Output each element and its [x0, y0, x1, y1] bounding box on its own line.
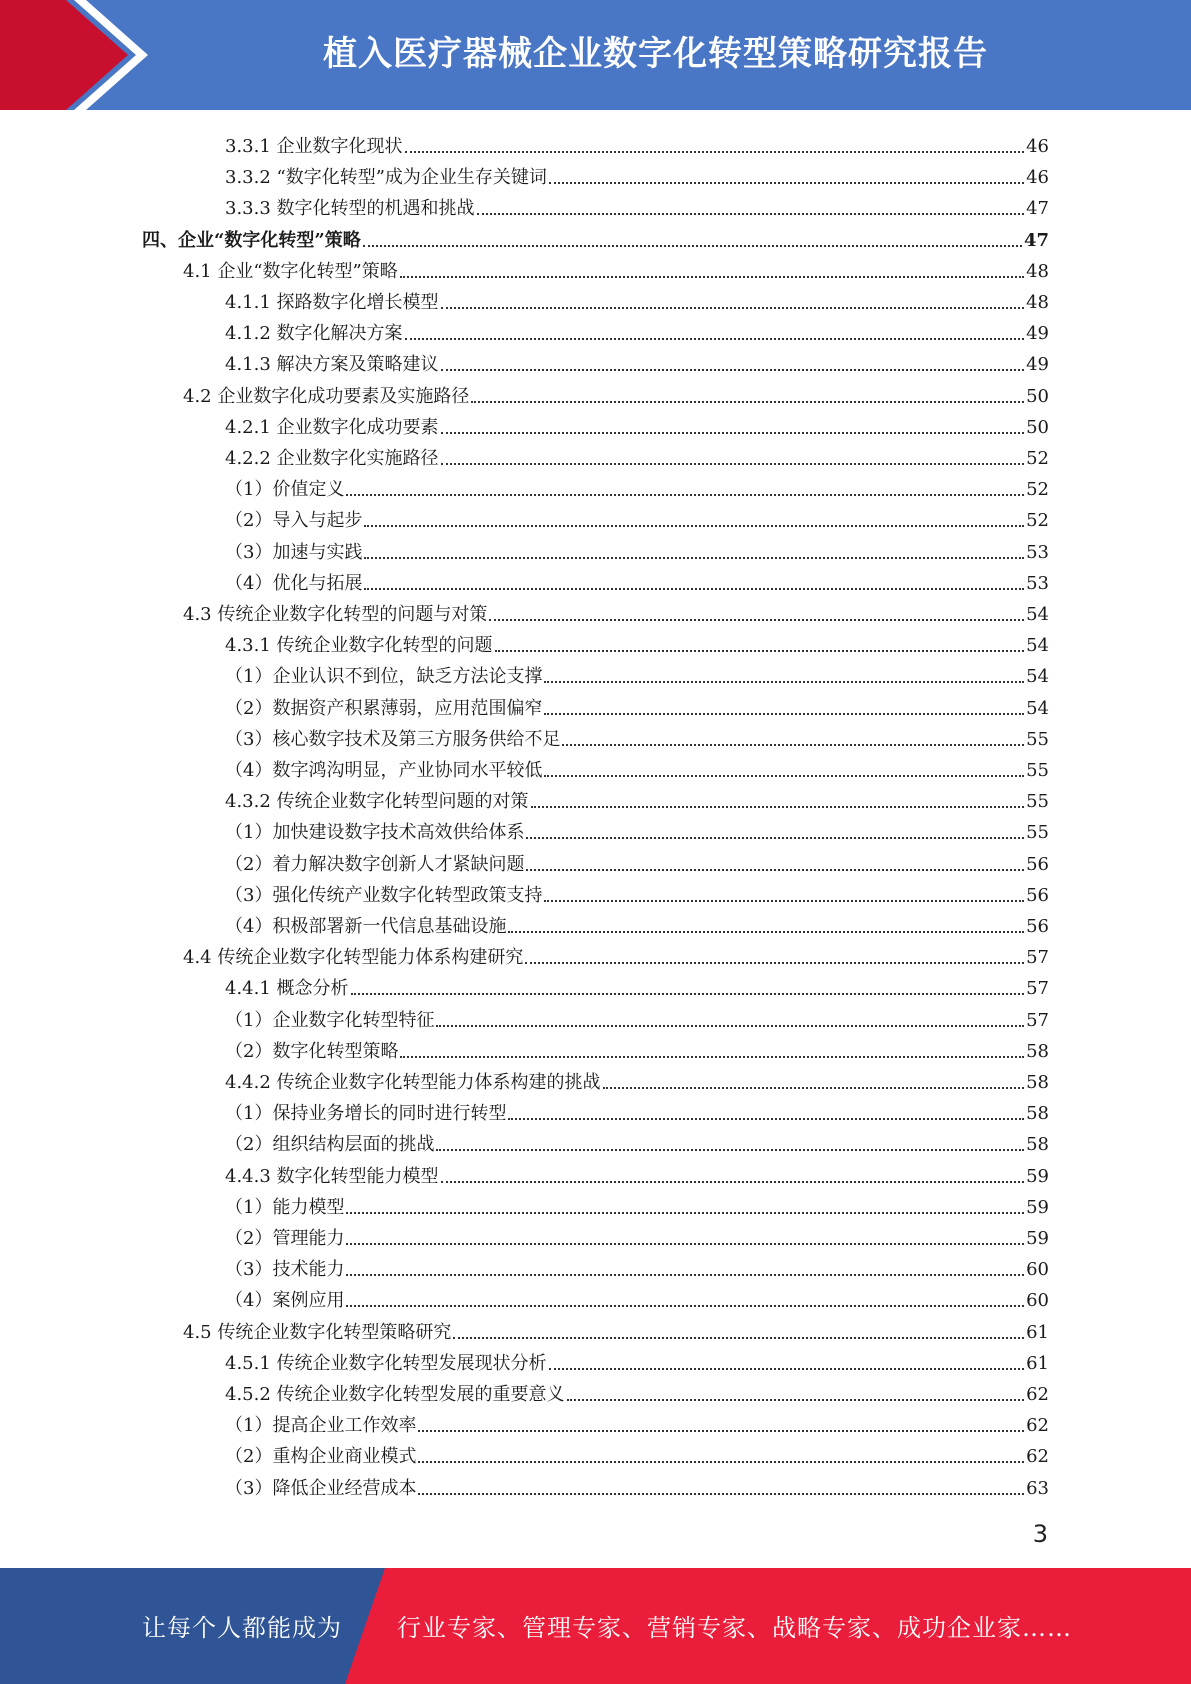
toc-entry-label: （2）管理能力	[225, 1228, 345, 1249]
toc-dot-leader	[544, 681, 1024, 683]
toc-entry-page: 54	[1026, 666, 1049, 688]
toc-entry-label: 4.4 传统企业数字化转型能力体系构建研究	[183, 947, 524, 969]
toc-entry-label: （2）导入与起步	[225, 510, 363, 532]
toc-entry-page: 56	[1026, 884, 1049, 906]
toc-entry-label: 4.1.2 数字化解决方案	[225, 323, 403, 345]
toc-entry[interactable]	[225, 1375, 1049, 1406]
toc-entry[interactable]	[225, 689, 1049, 720]
toc-entry[interactable]	[225, 189, 1049, 220]
toc-dot-leader	[418, 1461, 1024, 1463]
toc-entry-label: 4.2 企业数字化成功要素及实施路径	[183, 385, 470, 407]
toc-entry[interactable]	[183, 1313, 1049, 1344]
toc-entry[interactable]	[225, 345, 1049, 376]
toc-entry-page: 55	[1026, 822, 1049, 844]
toc-entry[interactable]	[225, 439, 1049, 470]
toc-dot-leader	[508, 931, 1024, 933]
toc-entry[interactable]	[225, 158, 1049, 189]
footer-slogan-left: 让每个人都能成为	[142, 1614, 342, 1642]
toc-dot-leader	[567, 1399, 1025, 1401]
footer-slogan-right: 行业专家、管理专家、营销专家、战略专家、成功企业家……	[397, 1614, 1072, 1642]
toc-entry[interactable]	[225, 782, 1049, 813]
toc-entry-page: 50	[1026, 416, 1049, 438]
toc-dot-leader	[531, 806, 1025, 808]
toc-dot-leader	[400, 276, 1024, 278]
toc-entry[interactable]	[225, 845, 1049, 876]
toc-dot-leader	[471, 401, 1024, 403]
toc-entry-label: 4.3.2 传统企业数字化转型问题的对策	[225, 791, 529, 813]
toc-entry-page: 53	[1026, 572, 1049, 594]
toc-entry-page: 55	[1026, 728, 1049, 750]
toc-dot-leader	[364, 525, 1024, 527]
toc-entry-label: 4.2.2 企业数字化实施路径	[225, 448, 439, 469]
toc-entry-label: 四、企业“数字化转型”策略	[142, 229, 361, 251]
toc-entry-label: （2）数字化转型策略	[225, 1040, 399, 1062]
toc-entry[interactable]	[225, 314, 1049, 345]
toc-entry[interactable]	[225, 1094, 1049, 1125]
toc-dot-leader	[477, 213, 1025, 215]
toc-entry[interactable]	[225, 1001, 1049, 1032]
toc-entry[interactable]	[225, 1469, 1049, 1500]
toc-entry-label: 4.3.1 传统企业数字化转型的问题	[225, 635, 493, 657]
toc-dot-leader	[544, 775, 1024, 777]
toc-entry-page: 49	[1026, 354, 1049, 376]
toc-entry-page: 60	[1026, 1259, 1049, 1281]
toc-entry[interactable]	[225, 1281, 1049, 1312]
page-number: 3	[1032, 1520, 1048, 1548]
chevron-decoration-icon	[0, 0, 150, 110]
toc-dot-leader	[346, 494, 1024, 496]
toc-dot-leader	[346, 1243, 1024, 1245]
toc-entry-page: 52	[1026, 510, 1049, 532]
toc-entry[interactable]	[225, 564, 1049, 595]
toc-entry-page: 59	[1026, 1228, 1049, 1249]
toc-entry[interactable]	[225, 813, 1049, 844]
toc-entry[interactable]	[225, 626, 1049, 657]
toc-entry[interactable]	[183, 938, 1049, 969]
toc-dot-leader	[441, 432, 1025, 434]
toc-entry-label: （1）提高企业工作效率	[225, 1415, 417, 1437]
toc-dot-leader	[405, 151, 1025, 153]
toc-entry[interactable]	[225, 408, 1049, 439]
toc-dot-leader	[549, 1368, 1025, 1370]
toc-entry-label: （1）企业数字化转型特征	[225, 1009, 435, 1031]
toc-entry-label: （3）强化传统产业数字化转型政策支持	[225, 884, 543, 906]
toc-entry[interactable]	[225, 1063, 1049, 1094]
toc-entry-page: 55	[1026, 760, 1049, 781]
toc-entry-label: （1）企业认识不到位，缺乏方法论支撑	[225, 666, 543, 688]
toc-entry[interactable]	[225, 1406, 1049, 1437]
toc-dot-leader	[526, 837, 1024, 839]
toc-entry-page: 50	[1026, 385, 1049, 407]
toc-entry-label: （2）组织结构层面的挑战	[225, 1134, 435, 1156]
toc-entry-label: 4.4.1 概念分析	[225, 978, 349, 1000]
toc-entry-label: （2）重构企业商业模式	[225, 1446, 417, 1468]
toc-entry-label: 3.3.1 企业数字化现状	[225, 136, 403, 157]
document-title: 植入医疗器械企业数字化转型策略研究报告	[323, 34, 988, 74]
toc-dot-leader	[544, 713, 1024, 715]
toc-entry[interactable]	[225, 283, 1049, 314]
toc-entry-page: 46	[1026, 167, 1049, 189]
toc-entry[interactable]	[225, 720, 1049, 751]
toc-entry[interactable]	[225, 533, 1049, 564]
toc-entry-page: 57	[1026, 1009, 1049, 1031]
toc-entry[interactable]	[225, 470, 1049, 501]
toc-dot-leader	[441, 307, 1025, 309]
toc-entry[interactable]	[225, 1188, 1049, 1219]
toc-entry-page: 63	[1026, 1477, 1049, 1499]
toc-entry[interactable]	[225, 1437, 1049, 1468]
toc-entry[interactable]	[225, 1219, 1049, 1250]
toc-entry-label: 4.3 传统企业数字化转型的问题与对策	[183, 604, 488, 625]
toc-dot-leader	[441, 463, 1025, 465]
toc-entry-label: 4.1.1 探路数字化增长模型	[225, 292, 439, 313]
toc-dot-leader	[346, 1274, 1024, 1276]
toc-dot-leader	[441, 369, 1025, 371]
toc-entry-label: （4）积极部署新一代信息基础设施	[225, 916, 507, 937]
toc-entry-page: 54	[1026, 635, 1049, 657]
toc-entry[interactable]	[225, 501, 1049, 532]
toc-entry-label: （4）优化与拓展	[225, 572, 363, 594]
toc-dot-leader	[405, 338, 1025, 340]
toc-entry-label: （3）核心数字技术及第三方服务供给不足	[225, 728, 561, 750]
toc-entry-page: 60	[1026, 1290, 1049, 1312]
toc-entry-page: 58	[1026, 1040, 1049, 1062]
toc-dot-leader	[453, 1337, 1024, 1339]
toc-dot-leader	[351, 993, 1025, 995]
toc-entry-label: 4.1 企业“数字化转型”策略	[183, 260, 398, 282]
toc-entry[interactable]	[225, 657, 1049, 688]
toc-entry-label: 4.5.2 传统企业数字化转型发展的重要意义	[225, 1384, 565, 1405]
toc-entry-page: 56	[1026, 853, 1049, 875]
toc-entry-page: 53	[1026, 541, 1049, 563]
toc-entry-page: 54	[1026, 604, 1049, 625]
toc-dot-leader	[346, 1305, 1024, 1307]
toc-entry[interactable]	[225, 1344, 1049, 1375]
toc-entry-label: （2）着力解决数字创新人才紧缺问题	[225, 853, 525, 875]
toc-entry-page: 62	[1026, 1415, 1049, 1437]
toc-dot-leader	[363, 245, 1022, 247]
toc-dot-leader	[400, 1056, 1024, 1058]
toc-entry-label: （1）价值定义	[225, 479, 345, 501]
toc-entry-page: 57	[1026, 978, 1049, 1000]
toc-entry-page: 52	[1026, 448, 1049, 469]
toc-dot-leader	[418, 1430, 1024, 1432]
toc-dot-leader	[364, 588, 1024, 590]
toc-entry-label: （1）加快建设数字技术高效供给体系	[225, 822, 525, 844]
toc-entry-page: 47	[1023, 229, 1049, 251]
toc-entry-label: （3）加速与实践	[225, 541, 363, 563]
toc-entry[interactable]	[183, 377, 1049, 408]
toc-dot-leader	[508, 1118, 1024, 1120]
toc-dot-leader	[549, 182, 1024, 184]
toc-dot-leader	[436, 1025, 1024, 1027]
toc-entry-page: 59	[1026, 1165, 1049, 1187]
toc-dot-leader	[489, 619, 1024, 621]
toc-entry-page: 47	[1026, 198, 1049, 220]
toc-dot-leader	[441, 1181, 1025, 1183]
toc-entry-label: （3）降低企业经营成本	[225, 1477, 417, 1499]
toc-entry-label: 4.4.3 数字化转型能力模型	[225, 1165, 439, 1187]
toc-entry-label: （2）数据资产积累薄弱，应用范围偏窄	[225, 697, 543, 719]
toc-entry[interactable]	[225, 969, 1049, 1000]
toc-entry-label: 4.1.3 解决方案及策略建议	[225, 354, 439, 376]
header-banner	[0, 0, 1191, 110]
toc-entry[interactable]	[225, 1032, 1049, 1063]
toc-entry-page: 48	[1026, 292, 1049, 313]
toc-dot-leader	[603, 1087, 1025, 1089]
toc-dot-leader	[562, 744, 1024, 746]
toc-entry-label: 3.3.3 数字化转型的机遇和挑战	[225, 198, 475, 220]
toc-dot-leader	[418, 1493, 1024, 1495]
toc-entry-label: （1）保持业务增长的同时进行转型	[225, 1103, 507, 1125]
toc-entry-label: （4）案例应用	[225, 1290, 345, 1312]
toc-entry-page: 57	[1026, 947, 1049, 969]
toc-dot-leader	[436, 1149, 1024, 1151]
toc-entry[interactable]	[225, 907, 1049, 938]
footer-banner	[0, 1568, 1191, 1684]
toc-entry-label: 4.5.1 传统企业数字化转型发展现状分析	[225, 1352, 547, 1374]
toc-entry-label: 4.4.2 传统企业数字化转型能力体系构建的挑战	[225, 1072, 601, 1093]
toc-entry-page: 59	[1026, 1196, 1049, 1218]
toc-entry[interactable]	[225, 751, 1049, 782]
toc-entry-page: 54	[1026, 697, 1049, 719]
toc-entry-page: 55	[1026, 791, 1049, 813]
toc-entry-label: （1）能力模型	[225, 1196, 345, 1218]
toc-entry-page: 62	[1026, 1446, 1049, 1468]
toc-dot-leader	[525, 962, 1024, 964]
toc-entry-page: 61	[1026, 1352, 1049, 1374]
toc-entry[interactable]	[183, 252, 1049, 283]
toc-entry-page: 62	[1026, 1384, 1049, 1405]
toc-dot-leader	[495, 650, 1025, 652]
toc-dot-leader	[364, 557, 1024, 559]
toc-dot-leader	[526, 869, 1024, 871]
toc-dot-leader	[544, 900, 1024, 902]
toc-entry-page: 58	[1026, 1134, 1049, 1156]
toc-entry[interactable]	[225, 127, 1049, 158]
toc-entry[interactable]	[225, 1157, 1049, 1188]
toc-dot-leader	[346, 1212, 1024, 1214]
toc-entry[interactable]	[183, 595, 1049, 626]
toc-entry-label: 4.5 传统企业数字化转型策略研究	[183, 1321, 452, 1343]
toc-entry[interactable]	[225, 876, 1049, 907]
toc-entry-label: 3.3.2 “数字化转型”成为企业生存关键词	[225, 167, 547, 189]
toc-entry-label: 4.2.1 企业数字化成功要素	[225, 416, 439, 438]
toc-entry[interactable]	[225, 1125, 1049, 1156]
toc-entry-page: 49	[1026, 323, 1049, 345]
toc-entry-page: 58	[1026, 1103, 1049, 1125]
toc-entry-page: 52	[1026, 479, 1049, 501]
toc-entry-page: 48	[1026, 260, 1049, 282]
toc-entry-label: （3）技术能力	[225, 1259, 345, 1281]
toc-entry-page: 61	[1026, 1321, 1049, 1343]
toc-entry-page: 46	[1026, 136, 1049, 157]
toc-entry[interactable]	[225, 1250, 1049, 1281]
toc-entry-page: 58	[1026, 1072, 1049, 1093]
toc-entry-label: （4）数字鸿沟明显，产业协同水平较低	[225, 760, 543, 781]
toc-entry[interactable]	[142, 221, 1049, 252]
toc-entry-page: 56	[1026, 916, 1049, 937]
